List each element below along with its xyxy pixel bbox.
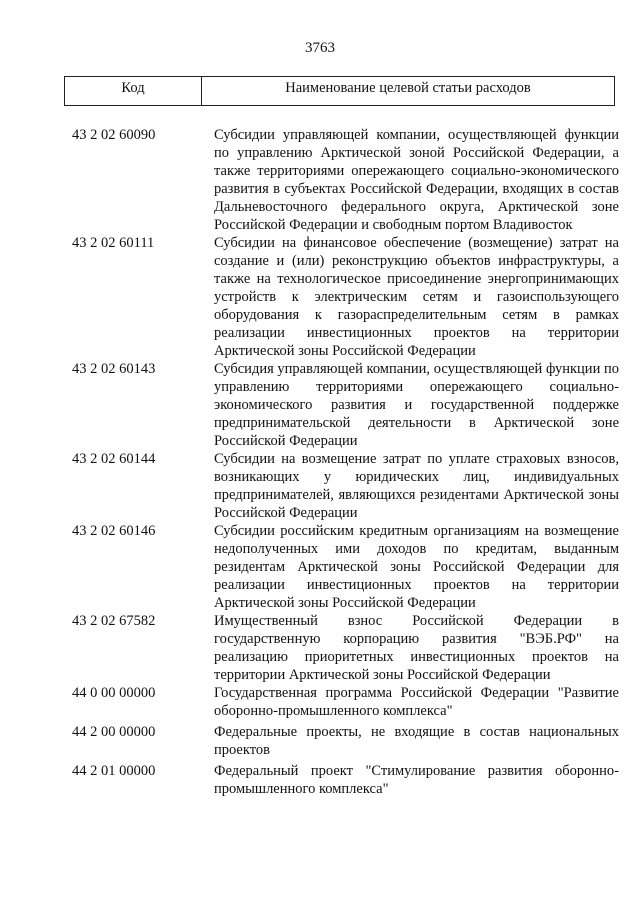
row-text: Субсидия управляющей компании, осуществляющей функции по управлению территориями опережающего социально-экономического развития и государственной поддержке предпринимательской деятельности в Арктической зоне Российской Федерации	[214, 361, 619, 449]
table-row	[0, 723, 640, 759]
row-text: Субсидии российским кредитным организациям на возмещение недополученных ими доходов по кредитам, выданным резидентам Арктической зоны Российской Федерации для реализации инвестиционных проектов на территории Арктической зоны Российской Федерации	[214, 523, 619, 611]
table-header	[64, 76, 615, 106]
page-number: 3763	[305, 40, 335, 56]
row-code: 43 2 02 60111	[72, 235, 155, 251]
row-code: 44 0 00 00000	[72, 685, 156, 701]
row-text: Субсидии на возмещение затрат по уплате страховых взносов, возникающих у юридических лиц, индивидуальных предпринимателей, являющихся резидентами Арктической зоны Российской Федерации	[214, 451, 619, 521]
row-code: 43 2 02 67582	[72, 613, 156, 629]
row-text: Государственная программа Российской Федерации "Развитие оборонно-промышленного комплекса"	[214, 685, 619, 719]
row-code: 44 2 00 00000	[72, 724, 156, 740]
row-code: 43 2 02 60090	[72, 127, 156, 143]
row-text: Федеральные проекты, не входящие в состав национальных проектов	[214, 724, 619, 758]
table-row	[0, 234, 640, 360]
table-body	[0, 126, 640, 798]
row-text: Федеральный проект "Стимулирование развития оборонно-промышленного комплекса"	[214, 763, 619, 797]
header-name: Наименование целевой статьи расходов	[285, 80, 531, 96]
header-code: Код	[65, 77, 202, 105]
row-code: 43 2 02 60146	[72, 523, 156, 539]
table-row	[0, 450, 640, 522]
table-row	[0, 522, 640, 612]
table-row	[0, 126, 640, 234]
row-code: 43 2 02 60143	[72, 361, 156, 377]
row-code: 43 2 02 60144	[72, 451, 156, 467]
table-row	[0, 612, 640, 684]
row-code: 44 2 01 00000	[72, 763, 156, 779]
row-text: Имущественный взнос Российской Федерации в государственную корпорацию развития "ВЭБ.РФ" на реализацию приоритетных инвестиционных проектов на территории Арктической зоны Российской Федерации	[214, 613, 619, 683]
table-row	[0, 762, 640, 798]
row-text: Субсидии управляющей компании, осуществляющей функции по управлению Арктической зоной Российской Федерации, а также территориями опережающего социально-экономического развития в субъектах Российской Федерации, входящих в состав Дальневосточного федерального округа, Арктической зоне Российской Федерации и свободным портом Владивосток	[214, 127, 619, 233]
table-row	[0, 360, 640, 450]
row-text: Субсидии на финансовое обеспечение (возмещение) затрат на создание и (или) реконструкцию объектов инфраструктуры, а также на технологическое присоединение энергопринимающих устройств к электрическим сетям и газоиспользующего оборудования к газораспределительным сетям в рамках реализации инвестиционных проектов на территории Арктической зоны Российской Федерации	[214, 235, 619, 359]
table-row	[0, 684, 640, 720]
